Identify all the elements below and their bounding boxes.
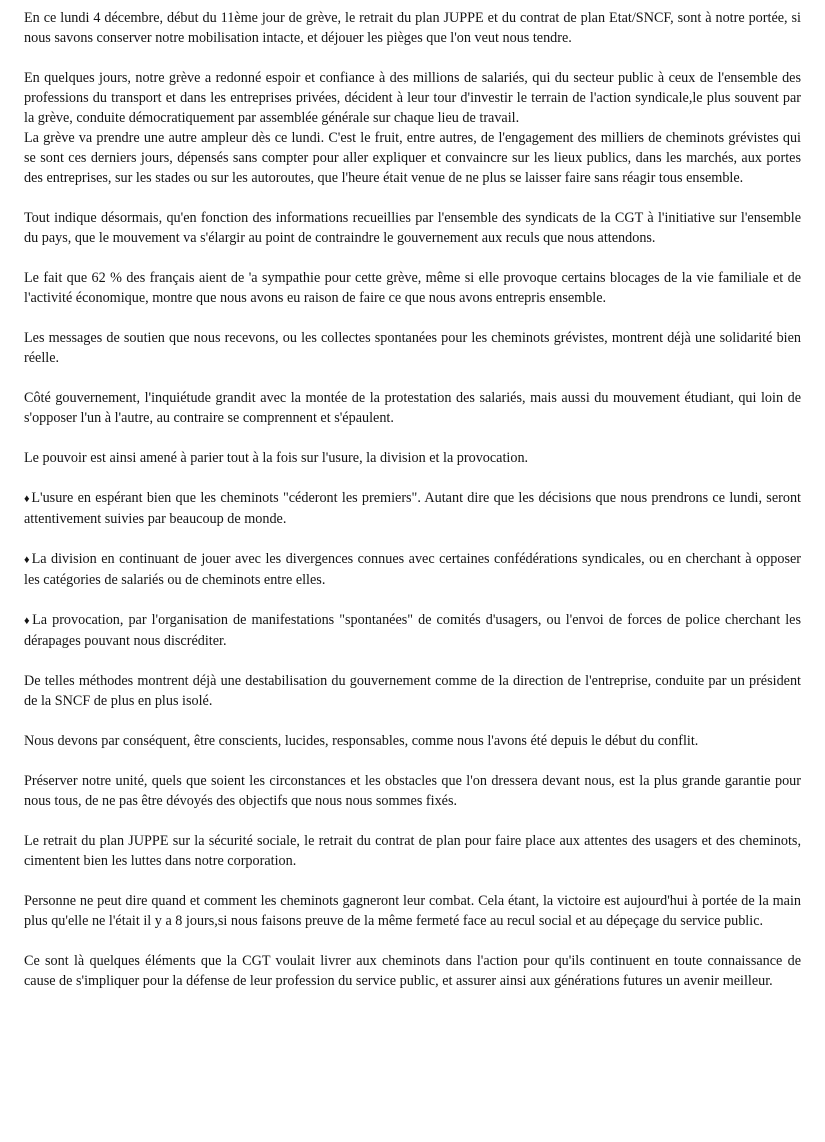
- paragraph-victory-within-reach: Personne ne peut dire quand et comment les cheminots gagneront leur combat. Cela étant, la victoire est aujourd'hui à portée de la main plus qu'elle ne l'était il y a 8 jours,si nous faisons preuve de la même fermeté face au recul social et au dépeçage du service public.: [24, 893, 801, 929]
- paragraph-movement-widening: Tout indique désormais, qu'en fonction des informations recueillies par l'ensemble des syndicats de la CGT à l'initiative sur l'ensemble du pays, que le mouvement va s'élargir au point de contraindre le gouvernement aux reculs que nous attendons.: [24, 210, 801, 246]
- paragraph-strike-hope: En quelques jours, notre grève a redonné espoir et confiance à des millions de salariés, qui du secteur public à ceux de l'ensemble des professions du transport et dans les entreprises privées, décident à leur tour d'investir le terrain de l'action syndicale,le plus souvent par la grève, conduite démocratiquement par assemblée générale sur chaque lieu de travail.: [24, 70, 801, 126]
- paragraph-government-strategy: Le pouvoir est ainsi amené à parier tout à la fois sur l'usure, la division et la provocation.: [24, 450, 529, 466]
- bullet-item-division: [24, 549, 801, 590]
- paragraph-intro: En ce lundi 4 décembre, début du 11ème jour de grève, le retrait du plan JUPPE et du contrat de plan Etat/SNCF, sont à notre portée, si nous savons conserver notre mobilisation intacte, et déjouer les pièges que l'on veut nous tendre.: [24, 10, 801, 46]
- paragraph-government-worry: Côté gouvernement, l'inquiétude grandit avec la montée de la protestation des salariés, mais aussi du mouvement étudiant, qui loin de s'opposer l'un à l'autre, au contraire se comprennent et s'épaulent.: [24, 390, 801, 426]
- paragraph-public-sympathy: Le fait que 62 % des français aient de 'a sympathie pour cette grève, même si elle provoque certains blocages de la vie familiale et de l'activité économique, montre que nous avons eu raison de faire ce que nous avons entrepris ensemble.: [24, 270, 801, 306]
- paragraph-support-messages: Les messages de soutien que nous recevons, ou les collectes spontanées pour les cheminots grévistes, montrent déjà une solidarité bien réelle.: [24, 330, 801, 366]
- paragraph-conclusion: Ce sont là quelques éléments que la CGT voulait livrer aux cheminots dans l'action pour qu'ils continuent en toute connaissance de cause de s'impliquer pour la défense de leur profession du service public, et assurer ainsi aux générations futures un avenir meilleur.: [24, 953, 801, 989]
- diamond-bullet-icon: ♦: [24, 493, 31, 505]
- diamond-bullet-icon: ♦: [24, 554, 31, 566]
- bullet-item-usure: [24, 488, 801, 529]
- paragraph-unity: Préserver notre unité, quels que soient les circonstances et les obstacles que l'on dressera devant nous, est la plus grande garantie pour nous tous, de ne pas être dévoyés des objectifs que nous nous sommes fixés.: [24, 773, 801, 809]
- paragraph-responsibility: Nous devons par conséquent, être conscients, lucides, responsables, comme nous l'avons été depuis le début du conflit.: [24, 733, 699, 749]
- bullet-text: La provocation, par l'organisation de manifestations "spontanées" de comités d'usagers, ou l'envoi de forces de police cherchant les dérapages pouvant nous discréditer.: [24, 612, 801, 649]
- paragraph-destabilisation: De telles méthodes montrent déjà une destabilisation du gouvernement comme de la direction de l'entreprise, conduite par un président de la SNCF de plus en plus isolé.: [24, 673, 801, 709]
- paragraph-strike-scale: La grève va prendre une autre ampleur dès ce lundi. C'est le fruit, entre autres, de l'engagement des milliers de cheminots grévistes qui se sont ces derniers jours, dépensés sans compter pour aller expliquer et convaincre sur les lieux publics, dans les marchés, aux portes des entreprises, sur les stades ou sur les autoroutes, que l'heure était venue de ne plus se laisser faire sans réagir tous ensemble.: [24, 130, 801, 186]
- bullet-item-provocation: [24, 610, 801, 651]
- bullet-text: La division en continuant de jouer avec les divergences connues avec certaines confédérations syndicales, ou en cherchant à opposer les catégories de salariés ou de cheminots entre elles.: [24, 551, 801, 588]
- paragraph-withdrawal-demands: Le retrait du plan JUPPE sur la sécurité sociale, le retrait du contrat de plan pour faire place aux attentes des usagers et des cheminots, cimentent bien les luttes dans notre corporation.: [24, 833, 801, 869]
- document-page: [24, 8, 801, 1142]
- diamond-bullet-icon: ♦: [24, 615, 32, 627]
- bullet-text: L'usure en espérant bien que les cheminots "céderont les premiers". Autant dire que les décisions que nous prendrons ce lundi, seront attentivement suivies par beaucoup de monde.: [24, 490, 801, 527]
